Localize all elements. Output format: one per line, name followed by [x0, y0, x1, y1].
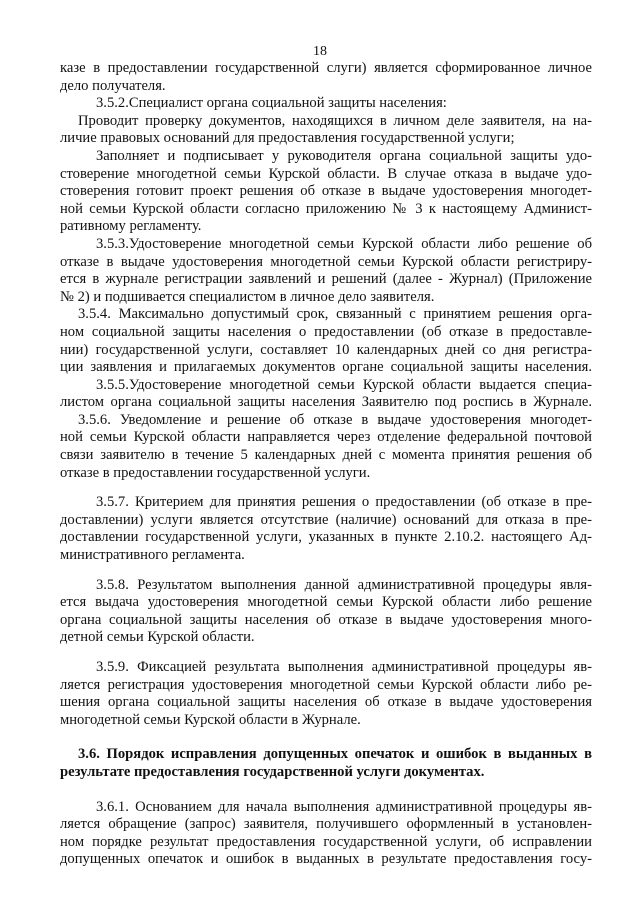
- text-line: ции заявления и прилагаемых документов органе социальной защиты населения.: [60, 359, 592, 376]
- section-heading: результате предоставления государственной услуги документах.: [60, 763, 485, 780]
- text-line: стоверение многодетной семьи Курской области. В случае отказа в выдаче удо-: [60, 165, 592, 182]
- text-line: ративному регламенту.: [60, 218, 202, 235]
- text-line: допущенных опечаток и ошибок в выданных в результате предоставления госу-: [60, 851, 592, 868]
- text-line: шения органа социальной защиты населения об отказе в выдаче удостоверения: [60, 694, 592, 711]
- text-line: ется выдача удостоверения многодетной семьи Курской области либо решение: [60, 594, 592, 611]
- text-line: Заполняет и подписывает у руководителя органа социальной защиты удо-: [96, 147, 592, 164]
- text-line: стоверения готовит проект решения об отказе в выдаче удостоверения многодет-: [60, 183, 592, 200]
- text-line: дело получателя.: [60, 77, 166, 94]
- text-line: 3.5.5.Удостоверение многодетной семьи Курской области выдается специа-: [96, 376, 592, 393]
- text-line: Проводит проверку документов, находящихся в личном деле заявителя, на на-: [78, 112, 592, 129]
- text-line: 3.5.7. Критерием для принятия решения о предоставлении (об отказе в пре-: [96, 494, 592, 511]
- text-line: казе в предоставлении государственной слуги) является сформированное личное: [60, 60, 592, 76]
- text-line: листом органа социальной защиты населения Заявителю под роспись в Журнале.: [60, 394, 592, 411]
- text-line: № 2) и подшивается специалистом в личное дело заявителя.: [60, 288, 435, 305]
- text-line: 3.5.4. Максимально допустимый срок, связанный с принятием решения орга-: [78, 306, 592, 323]
- text-line: ется в журнале регистрации заявлений и решений (далее - Журнал) (Приложение: [60, 271, 592, 288]
- text-line: министративного регламента.: [60, 547, 245, 564]
- text-line: 3.5.6. Уведомление и решение об отказе в выдаче удостоверения многодет-: [78, 411, 592, 428]
- text-line: нии) государственной услуги, составляет 10 календарных дней со дня регистра-: [60, 341, 592, 358]
- text-line: ной семьи Курской области согласно приложению № 3 к настоящему Админист-: [60, 200, 592, 217]
- text-line: ном социальной защиты населения о предоставлении (об отказе в предоставле-: [60, 323, 592, 340]
- document-body: [60, 60, 592, 869]
- text-line: 3.6.1. Основанием для начала выполнения административной процедуры яв-: [96, 798, 592, 815]
- text-line: 3.5.9. Фиксацией результата выполнения административной процедуры яв-: [96, 659, 592, 675]
- text-line: многодетной семьи Курской области в Журнале.: [60, 711, 361, 728]
- text-line: отказе в предоставлении государственной услуги.: [60, 464, 371, 481]
- section-heading: 3.6. Порядок исправления допущенных опечаток и ошибок в выданных в: [78, 746, 592, 763]
- text-line: ном порядке результат предоставления государственной услуги, об исправлении: [60, 833, 592, 850]
- text-line: личие правовых оснований для предоставления государственной услуги;: [60, 130, 515, 147]
- text-line: детной семьи Курской области.: [60, 629, 255, 646]
- text-line: ной семьи Курской области направляется через отделение федеральной почтовой: [60, 429, 592, 446]
- text-line: отказе в выдаче удостоверения многодетной семьи Курской области регистриру-: [60, 253, 592, 270]
- page-number: 18: [313, 44, 327, 59]
- text-line: доставлении) услуги является отсутствие (наличие) оснований для отказа в пре-: [60, 511, 592, 528]
- text-line: ляется обращение (запрос) заявителя, получившего оформленный в установлен-: [60, 816, 592, 833]
- text-line: органа социальной защиты населения об отказе в выдаче удостоверения много-: [60, 611, 592, 628]
- text-line: 3.5.3.Удостоверение многодетной семьи Курской области либо решение об: [96, 235, 592, 252]
- clause-heading: 3.5.2.Специалист органа социальной защиты населения:: [96, 95, 447, 112]
- text-line: ляется регистрация удостоверения многодетной семьи Курской области либо ре-: [60, 676, 592, 693]
- text-line: связи заявителю в течение 5 календарных дней с момента принятия решения об: [60, 447, 592, 464]
- text-line: 3.5.8. Результатом выполнения данной административной процедуры явля-: [96, 576, 592, 593]
- text-line: доставлении государственной услуги, указанных в пункте 2.10.2. настоящего Ад-: [60, 529, 592, 546]
